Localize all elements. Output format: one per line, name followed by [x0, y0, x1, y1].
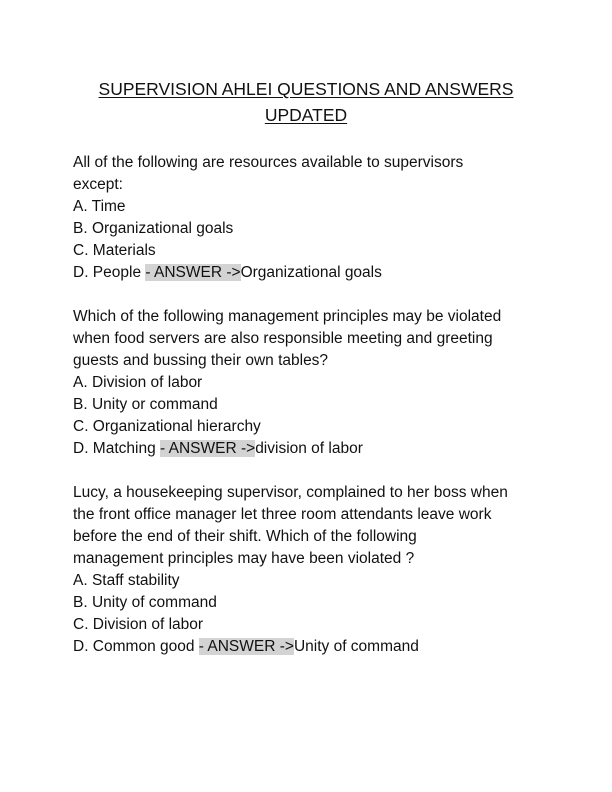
- answer-option: C. Division of labor: [73, 616, 204, 633]
- answer-option: A. Staff stability: [73, 572, 180, 589]
- question-stem-line: when food servers are also responsible meeting and greeting: [73, 330, 493, 347]
- title-line-2: UPDATED: [264, 105, 348, 125]
- question-stem-line: All of the following are resources available to supervisors: [73, 154, 464, 171]
- answer-option-with-answer: [73, 262, 573, 284]
- correct-answer: Organizational goals: [240, 264, 382, 281]
- question-stem-line: Lucy, a housekeeping supervisor, complained to her boss when: [73, 484, 508, 501]
- answer-option-with-answer: [73, 438, 573, 460]
- document-body: [73, 152, 573, 680]
- question-block-3: [73, 482, 573, 658]
- answer-option-label: D. People: [73, 264, 146, 281]
- answer-option: B. Organizational goals: [73, 220, 234, 237]
- question-stem-line: management principles may have been violated ?: [73, 550, 415, 567]
- answer-option: C. Materials: [73, 242, 156, 259]
- correct-answer: division of labor: [255, 440, 363, 457]
- question-stem-line: before the end of their shift. Which of the following: [73, 528, 417, 545]
- document-title: [60, 76, 552, 128]
- question-block-2: [73, 306, 573, 460]
- question-block-1: [73, 152, 573, 284]
- answer-marker-highlight: - ANSWER ->: [145, 264, 241, 281]
- question-stem-line: the front office manager let three room attendants leave work: [73, 506, 492, 523]
- answer-option-label: D. Common good: [73, 638, 199, 655]
- answer-option: A. Time: [73, 198, 126, 215]
- correct-answer: Unity of command: [293, 638, 419, 655]
- answer-option-label: D. Matching: [73, 440, 161, 457]
- question-stem-line: guests and bussing their own tables?: [73, 352, 329, 369]
- answer-option: B. Unity of command: [73, 594, 217, 611]
- answer-option: B. Unity or command: [73, 396, 218, 413]
- answer-marker-highlight: - ANSWER ->: [160, 440, 256, 457]
- answer-option-with-answer: [73, 636, 573, 658]
- answer-option: C. Organizational hierarchy: [73, 418, 261, 435]
- title-line-1: SUPERVISION AHLEI QUESTIONS AND ANSWERS: [98, 79, 514, 99]
- answer-marker-highlight: - ANSWER ->: [198, 638, 294, 655]
- answer-option: A. Division of labor: [73, 374, 203, 391]
- question-stem-line: except:: [73, 176, 123, 193]
- question-stem-line: Which of the following management principles may be violated: [73, 308, 502, 325]
